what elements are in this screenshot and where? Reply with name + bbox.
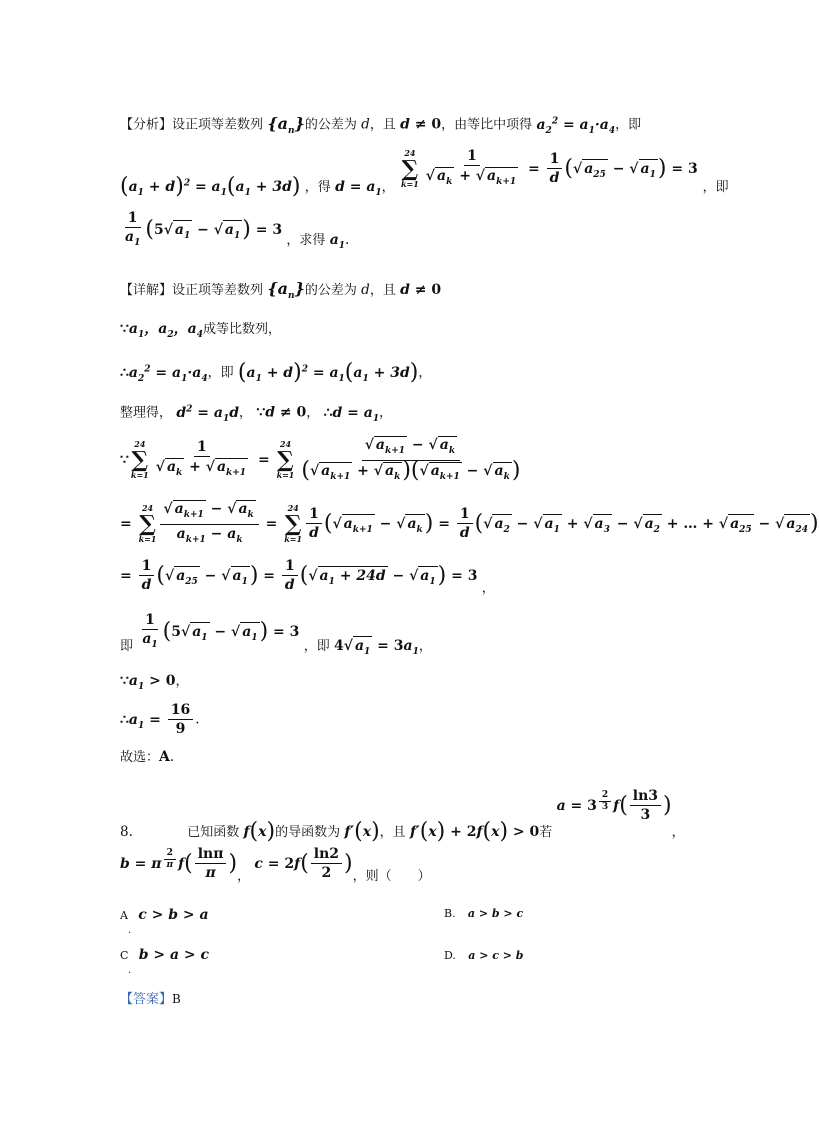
analysis-line-1: 【分析】设正项等差数列 $\{a_n\}$的公差为 d，且 d ≠ 0，由等比中项得 $a_2^2 = a_1\cdot a_4$，即	[120, 113, 642, 136]
detail-line-11: 故选：A.	[120, 749, 175, 765]
detail-line-6: = 24 ∑ k=1 $\frac{√ a_{k+1} - √ a_k}{a_{k+1} - a_k}$ = 24 ∑ k=1 $\frac{1}{d}$ (√ $a_{k+1}$ − √ $a_k$) = $\frac{1}{d}$ (√ $a_2$ − √ $a_1$ + √ $a_3$ − √ $a_2$ + … + √ $a_{25}$ − √ $a_{24}$)	[120, 501, 819, 545]
detail-line-10: $\therefore a_1$ = $\frac{16}{9}$ .	[120, 702, 200, 737]
detail-line-9: $\because a_1 > 0$，	[120, 673, 189, 692]
detail-line-5: ∵ 24 ∑ k=1 $\frac{1}{√ a_k + √ a_{k+1}}$ = 24 ∑ k=1 $\frac{√ a_{k+1} - √ a_k}{(√ a_{k+1} + √ a_k)(√ a_{k+1} - √ a_k)}$	[120, 437, 521, 483]
question-number: 8.	[120, 823, 133, 840]
detail-line-3: $\therefore a_2^2 = a_1\cdot a_4$，即 $(a_1 + d)^2 = a_1(a_1 + 3d)$，	[120, 359, 432, 385]
formula-a-def: a = 3 $^{\frac{2}{3}}$ f( $\frac{\ln 3}{3}$ )	[556, 788, 672, 823]
option-b[interactable]: B. a > b > c	[444, 907, 524, 920]
detail-tag: 【详解】	[120, 283, 173, 298]
formula-d-neq-0: d ≠ 0	[400, 116, 442, 133]
analysis-line-2: $(a_1 + d)^2 = a_1(a_1 + 3d)$ ，得 $d = a_1$， 24 ∑ k=1 $\frac{1}{√ a_k + √ a_{k+1}}$ = $\frac{1}{d}$ (√ $a_{25}$ − √ $a_1) = 3$ ，即	[120, 147, 729, 199]
answer-value: B	[172, 992, 181, 1006]
detail-line-8: 即 $\frac{1}{a_1}$ (5√ $a_1$ − √ $a_1) = 3$ ，即 4√ $a_1 = 3a_1$，	[120, 612, 432, 653]
option-c[interactable]: C b > a > c .	[120, 947, 210, 976]
formula-eq1: $(a_1 + d)^2 = a_1(a_1 + 3d)$	[120, 173, 301, 199]
detail-line-4: 整理得， $d^2 = a_1d$， ∵d ≠ 0， ∴d = $a_1$，	[120, 404, 393, 424]
formula-c-def: c = 2f( $\frac{\ln 2}{2}$ )	[254, 846, 353, 881]
formula-geo-mean: $a_2^2 = a_1\cdot a_4$	[536, 116, 616, 136]
detail-line-2: $\because a_1$，$a_2$，$a_4$成等比数列，	[120, 321, 281, 340]
detail-line-7: = $\frac{1}{d}$ (√ $a_{25}$ − √ $a_1$) = $\frac{1}{d}$ (√ $a_1 + 24d$ − √ $a_1) = 3$ ，	[120, 558, 495, 596]
answer-line	[120, 990, 181, 1009]
sequence-an: $\{a_n\}$	[267, 113, 305, 136]
option-a[interactable]: A c > b > a .	[120, 907, 209, 936]
answer-tag: 【答案】	[120, 992, 173, 1007]
analysis-line-3: $\frac{1}{a_1}$ (5√ $a_1$ − √ $a_1) = 3$ ，求得 $a_1$.	[120, 210, 349, 251]
analysis-tag: 【分析】	[120, 117, 173, 133]
choose-answer: A	[159, 749, 170, 765]
formula-d-eq-a1: $d = a_1$	[335, 178, 382, 198]
formula-b-def: b = π $^{\frac{2}{\pi}}$ f( $\frac{\ln\pi}{\pi}$ )	[120, 846, 238, 881]
question-8-line-2: b = π $^{\frac{2}{\pi}}$ f( $\frac{\ln\pi}{\pi}$ )， c = 2f( $\frac{\ln 2}{2}$ )，则（ ）	[120, 846, 431, 884]
option-d[interactable]: D. a > c > b	[444, 949, 524, 962]
detail-line-1: 【详解】设正项等差数列 $\{a_n\}$的公差为 d，且 d ≠ 0	[120, 279, 442, 302]
question-8-line-1: 8. 已知函数 f(x)的导函数为 f′(x)，且 f′(x) + 2f(x) > 0若 a = 3 $^{\frac{2}{3}}$ f( $\frac{\ln 3}{3}$ )，	[120, 788, 685, 844]
formula-sum-analysis: 24 ∑ k=1 $\frac{1}{√ a_k + √ a_{k+1}}$ = $\frac{1}{d}$ (√ $a_{25}$ − √ $a_1) = 3$	[400, 147, 698, 189]
formula-eq-3: $\frac{1}{a_1}$ (5√ $a_1$ − √ $a_1) = 3$	[125, 210, 283, 248]
